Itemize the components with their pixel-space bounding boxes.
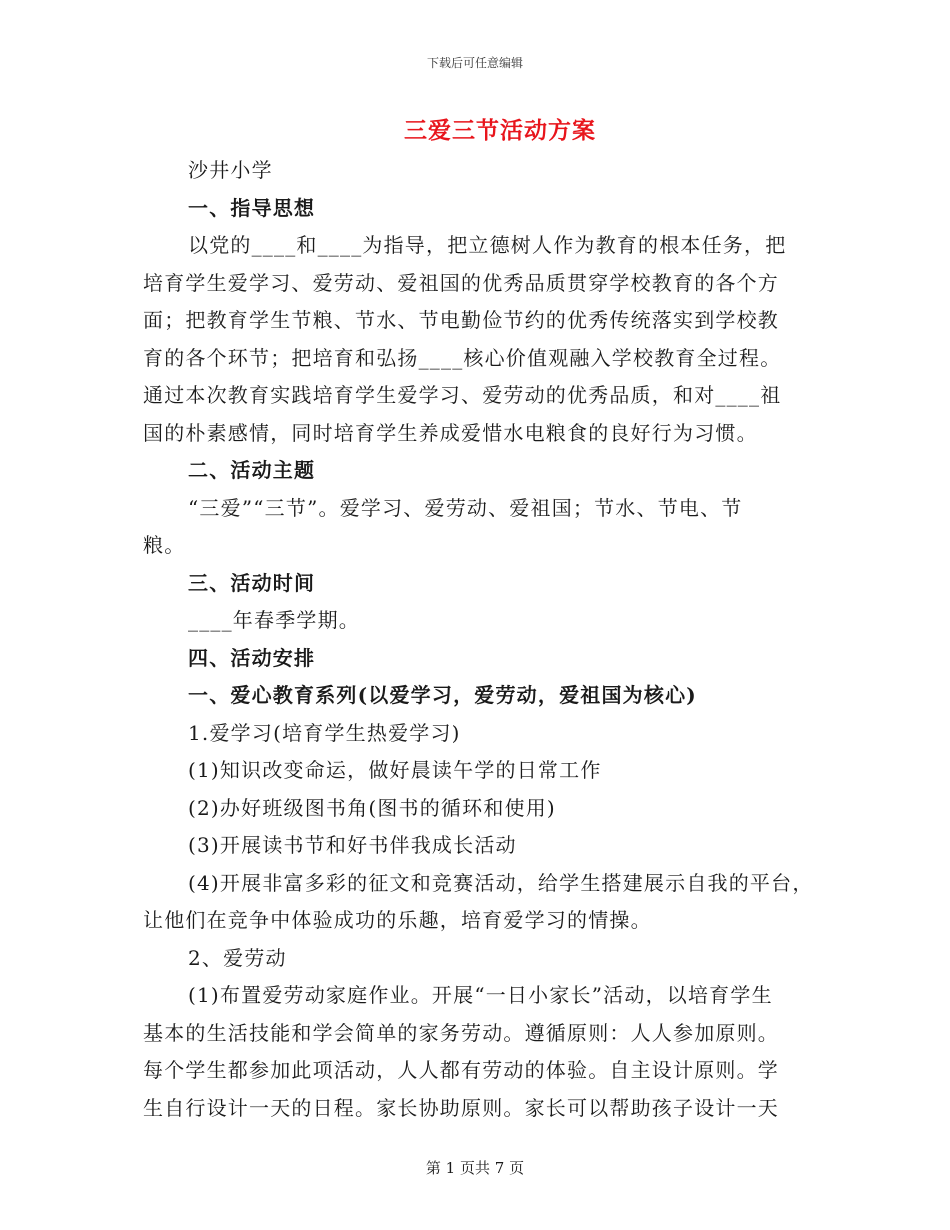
body-line: (4)开展非富多彩的征文和竞赛活动，给学生搭建展示自我的平台， <box>188 870 814 895</box>
body-line: 沙井小学 <box>188 158 273 182</box>
body-line: ____年春季学期。 <box>188 608 360 632</box>
body-line: (3)开展读书节和好书伴我成长活动 <box>188 833 517 857</box>
body-line: 育的各个环节；把培育和弘扬____核心价值观融入学校教育全过程。 <box>143 345 782 370</box>
body-line: 生自行设计一天的日程。家长协助原则。家长可以帮助孩子设计一天 <box>143 1095 779 1120</box>
page-footer: 第 1 页共 7 页 <box>425 1159 525 1177</box>
body-line: 以党的____和____为指导，把立德树人作为教育的根本任务，把 <box>188 233 787 257</box>
section-heading: 三、活动时间 <box>188 570 316 595</box>
body-line: 通过本次教育实践培育学生爱学习、爱劳动的优秀品质，和对____祖 <box>143 383 782 407</box>
body-line: 2、爱劳动 <box>188 945 287 970</box>
section-heading: 四、活动安排 <box>188 645 316 670</box>
body-line: (1)布置爱劳动家庭作业。开展“一日小家长”活动，以培育学生 <box>188 983 773 1007</box>
section-heading: 一、指导思想 <box>188 195 316 220</box>
body-line: 国的朴素感情，同时培育学生养成爱惜水电粮食的良好行为习惯。 <box>143 420 758 445</box>
section-heading: 二、活动主题 <box>188 458 316 482</box>
body-line: 1.爱学习(培育学生热爱学习) <box>188 720 461 745</box>
body-line: 每个学生都参加此项活动，人人都有劳动的体验。自主设计原则。学 <box>143 1058 779 1082</box>
body-line: 培育学生爱学习、爱劳动、爱祖国的优秀品质贯穿学校教育的各个方 <box>143 270 779 295</box>
body-line: (2)办好班级图书角(图书的循环和使用) <box>188 795 556 820</box>
document-body <box>143 152 814 1127</box>
body-line: “三爱”“三节”。爱学习、爱劳动、爱祖国；节水、节电、节 <box>188 495 743 520</box>
body-line: (1)知识改变命运，做好晨读午学的日常工作 <box>188 758 602 782</box>
body-line: 面；把教育学生节粮、节水、节电勤俭节约的优秀传统落实到学校教 <box>143 308 779 332</box>
body-line: 粮。 <box>143 533 186 557</box>
header-note: 下载后可任意编辑 <box>426 56 523 70</box>
body-line: 让他们在竞争中体验成功的乐趣，培育爱学习的情操。 <box>143 908 652 932</box>
document-title: 三爱三节活动方案 <box>404 117 596 144</box>
body-line: 基本的生活技能和学会简单的家务劳动。遵循原则：人人参加原则。 <box>143 1020 779 1045</box>
section-heading: 一、爱心教育系列(以爱学习，爱劳动，爱祖国为核心) <box>188 683 697 707</box>
